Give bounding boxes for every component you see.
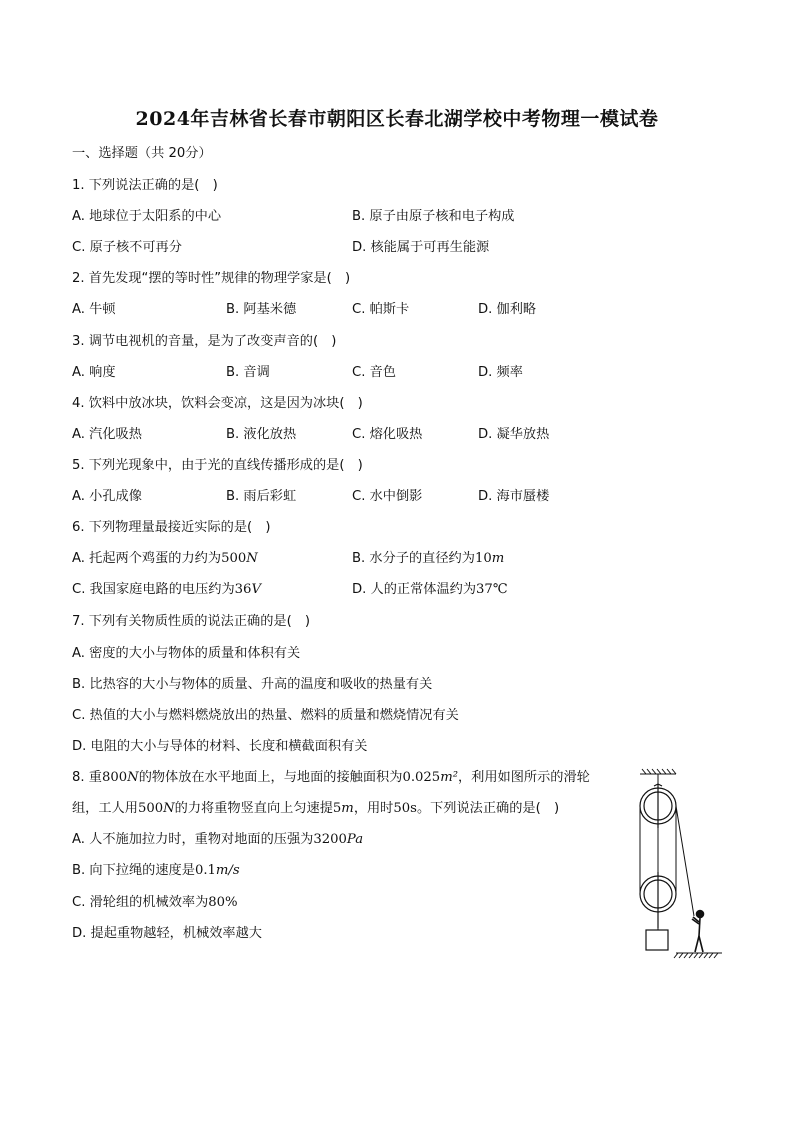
question-2-stem: 2. 首先发现“摆的等时性”规律的物理学家是( ) [72,271,351,286]
pulley-system-figure [626,768,726,964]
load-block [646,930,668,950]
q8-a-unit: Pa [346,832,364,847]
question-4-stem: 4. 饮料中放冰块，饮料会变凉，这是因为冰块( ) [72,396,363,411]
q6-option-b [352,550,504,568]
q7-option-c: C. 热值的大小与燃料燃烧放出的热量、燃料的质量和燃烧情况有关 [72,708,459,723]
q5-option-c: C. 水中倒影 [352,489,423,504]
q8-height-unit: m [341,801,354,816]
question-1-stem: 1. 下列说法正确的是( ) [72,178,218,193]
q1-option-b: B. 原子由原子核和电子构成 [352,209,515,224]
q4-option-c: C. 熔化吸热 [352,427,423,442]
question-6-stem: 6. 下列物理量最接近实际的是( ) [72,520,271,535]
q8-area-unit: m² [440,770,458,785]
question-8-stem-line1 [72,769,590,787]
question-3-stem: 3. 调节电视机的音量，是为了改变声音的( ) [72,334,337,349]
q2-option-a: A. 牛顿 [72,302,116,317]
q6-b-number: 10 [474,551,492,566]
ceiling-support [640,769,676,784]
q8-height-number: 5 [332,801,342,816]
q7-option-a: A. 密度的大小与物体的质量和体积有关 [72,646,301,661]
q3-option-d: D. 频率 [478,365,523,380]
question-5-stem: 5. 下列光现象中，由于光的直线传播形成的是( ) [72,458,363,473]
q8-a-text: A. 人不施加拉力时，重物对地面的压强为 [72,832,314,847]
q4-option-b: B. 液化放热 [226,427,297,442]
q6-c-unit: V [251,582,261,597]
question-8-stem-line2 [72,800,559,818]
q8-text: ，用时 [353,801,394,816]
q6-d-number: 37℃ [476,582,508,597]
q6-c-number: 36 [234,582,252,597]
q6-c-text: C. 我国家庭电路的电压约为 [72,582,235,597]
q4-option-a: A. 汽化吸热 [72,427,142,442]
q2-option-d: D. 伽利略 [478,302,537,317]
q8-option-c [72,894,238,912]
q3-option-b: B. 音调 [226,365,270,380]
q7-option-d: D. 电阻的大小与导体的材料、长度和横截面积有关 [72,739,368,754]
ground-line [674,953,722,958]
q5-option-a: A. 小孔成像 [72,489,142,504]
q8-force-unit: N [163,801,175,816]
q8-text: 8. 重 [72,770,102,785]
q8-weight-number: 800 [101,770,128,785]
q8-a-number: 3200 [313,832,347,847]
q8-c-text: C. 滑轮组的机械效率为 [72,895,209,910]
fixed-pulley [640,784,676,828]
q4-option-d: D. 凝华放热 [478,427,550,442]
q3-option-a: A. 响度 [72,365,116,380]
q8-b-number: 0.1 [194,863,216,878]
q1-option-c: C. 原子核不可再分 [72,240,182,255]
q8-option-d: D. 提起重物越轻，机械效率越大 [72,926,262,941]
q8-text: 的力将重物竖直向上匀速提 [174,801,333,816]
q8-b-unit: m/s [215,863,240,878]
q5-option-d: D. 海市蜃楼 [478,489,550,504]
q3-option-c: C. 音色 [352,365,396,380]
q8-option-b [72,862,240,880]
q6-option-a [72,550,258,568]
q8-text: 组，工人用 [72,801,138,816]
section-heading: 一、选择题（共 20分） [72,146,212,161]
q5-option-b: B. 雨后彩虹 [226,489,297,504]
q2-option-c: C. 帕斯卡 [352,302,410,317]
q2-option-b: B. 阿基米德 [226,302,297,317]
q8-option-a [72,831,363,849]
q6-b-text: B. 水分子的直径约为 [352,551,475,566]
q6-b-unit: m [491,551,505,566]
q8-text: 的物体放在水平地面上，与地面的接触面积为 [138,770,403,785]
q8-area-number: 0.025 [402,770,441,785]
q8-weight-unit: N [127,770,139,785]
worker-figure [692,911,704,953]
q8-text: 。下列说法正确的是( ) [416,801,560,816]
exam-title: 2024年吉林省长春市朝阳区长春北湖学校中考物理一模试卷 [135,108,659,130]
q6-option-d [352,581,508,599]
q8-text: ，利用如图所示的滑轮 [458,770,590,785]
q8-force-number: 500 [137,801,164,816]
q8-time: 50s [393,801,417,816]
movable-pulley [640,872,676,928]
q6-a-unit: N [246,551,258,566]
q6-a-number: 500 [221,551,247,566]
q1-option-d: D. 核能属于可再生能源 [352,240,490,255]
q6-a-text: A. 托起两个鸡蛋的力约为 [72,551,222,566]
q6-option-c [72,581,261,599]
q6-d-text: D. 人的正常体温约为 [352,582,477,597]
q1-option-a: A. 地球位于太阳系的中心 [72,209,222,224]
q8-b-text: B. 向下拉绳的速度是 [72,863,195,878]
pulley-ropes [640,806,694,916]
question-7-stem: 7. 下列有关物质性质的说法正确的是( ) [72,614,311,629]
q8-c-number: 80% [208,895,238,910]
q7-option-b: B. 比热容的大小与物体的质量、升高的温度和吸收的热量有关 [72,677,433,692]
